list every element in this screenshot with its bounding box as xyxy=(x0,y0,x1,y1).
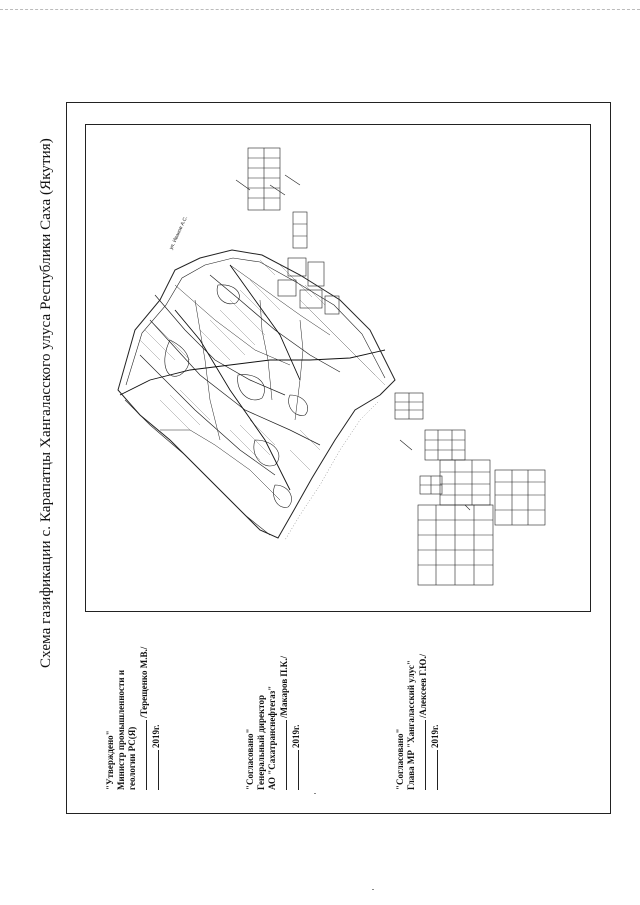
document-title: Схема газификации с. Карапатцы Хангаласского улуса Республики Саха (Якутия) xyxy=(38,138,54,668)
approval-heading: "Утверждено" xyxy=(105,730,115,790)
agreement-1-heading: "Согласовано" xyxy=(245,728,255,790)
map-street-label: ул. Иванов А.С. xyxy=(168,215,190,251)
agreement-2-year: 2019г. xyxy=(430,724,440,748)
agreement-1-position-1: Генеральный директор xyxy=(256,695,266,790)
agreement-1-name: /Макаров П.К./ xyxy=(279,656,289,718)
date-line xyxy=(290,750,299,790)
agreement-1-year: 2019г. xyxy=(291,724,301,748)
scan-speck xyxy=(314,793,316,794)
scan-speck xyxy=(372,889,374,890)
settlement-outline xyxy=(118,250,395,538)
agreement-block-1 xyxy=(245,656,302,790)
river-bank xyxy=(285,402,378,540)
block-cluster-north xyxy=(236,148,339,314)
date-line xyxy=(429,750,438,790)
approval-position-1: Министр промышленности и xyxy=(116,669,126,790)
agreement-1-position-2: АО "Сахатранснефтегаз" xyxy=(267,685,277,790)
agreement-2-position-1: Глава МР "Хангаласский улус" xyxy=(406,660,416,790)
agreement-2-name: /Алексеев Г.Ю./ xyxy=(418,653,428,718)
approval-name: /Терещенко М.В./ xyxy=(139,646,149,718)
approval-year: 2019г. xyxy=(151,724,161,748)
agreement-block-2 xyxy=(395,654,441,790)
agreement-2-heading: "Согласовано" xyxy=(395,728,405,790)
approval-block xyxy=(105,647,162,790)
signature-line xyxy=(417,720,426,790)
lot-grid xyxy=(140,260,385,470)
block-cluster-east xyxy=(395,393,545,585)
date-line xyxy=(150,750,159,790)
gas-pipeline xyxy=(120,265,385,490)
signature-line xyxy=(138,720,147,790)
approval-position-2: геологии РС(Я) xyxy=(127,726,137,790)
signature-line xyxy=(278,720,287,790)
